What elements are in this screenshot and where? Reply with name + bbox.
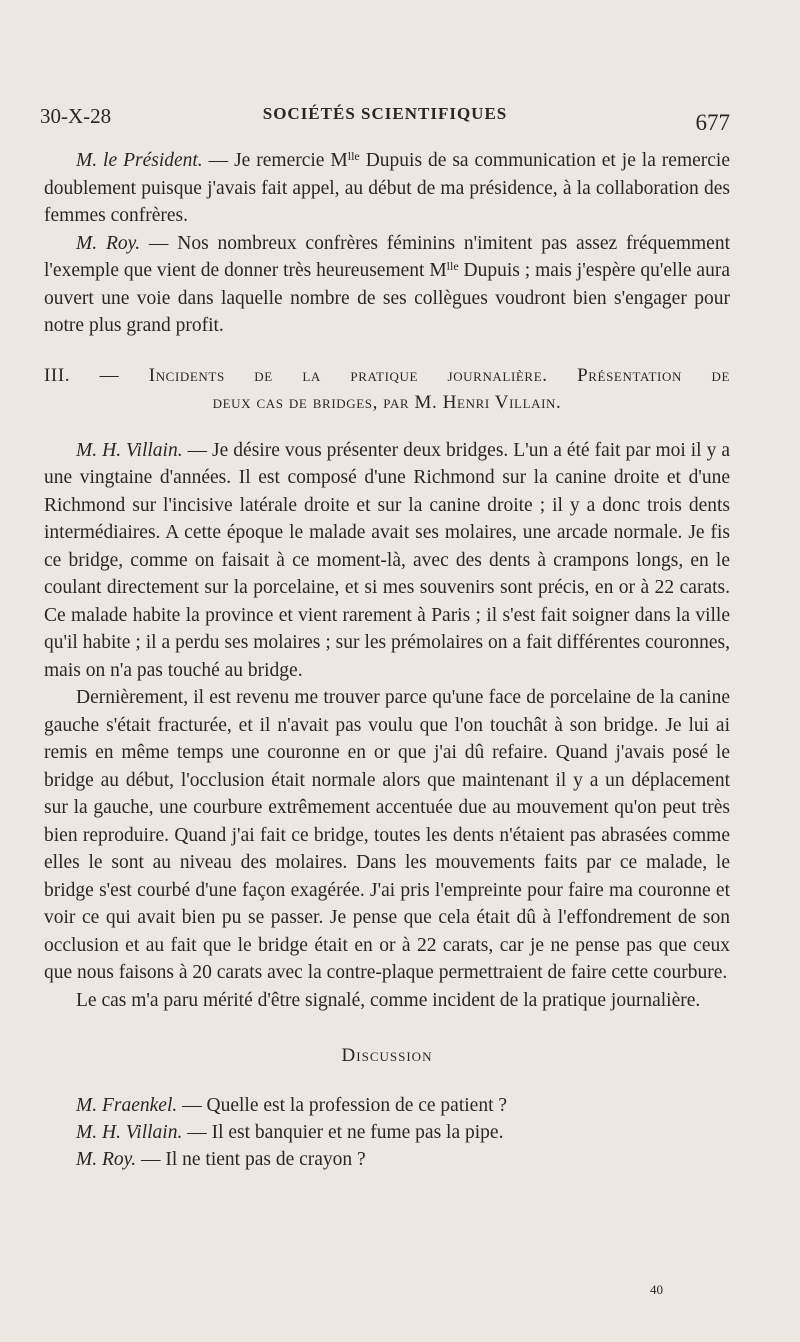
discussion-line [44, 1092, 730, 1119]
section-heading [44, 362, 730, 416]
header-title: SOCIÉTÉS SCIENTIFIQUES [262, 104, 508, 123]
running-header [40, 104, 730, 138]
speaker-name: M. H. Villain. [76, 1121, 183, 1143]
speaker-name: M. Fraenkel. [76, 1094, 178, 1116]
discussion-line [44, 1146, 730, 1173]
page-body [44, 147, 730, 1173]
page-number: 677 [695, 110, 730, 135]
discussion-text: — Il ne tient pas de crayon ? [136, 1148, 366, 1170]
paragraph-text: — Je désire vous présenter deux bridges. L'un a été fait par moi il y a une vingtaine d'années. Il est composé d'une Richmond sur la canine droite et d'une Richmond sur l'incisive latérale droite et sur la canine droite ; il y a donc trois dents intermédiaires. A cette époque le malade avait ses molaires, une arcade normale. Je fis ce bridge, comme on faisait à ce moment-là, avec des dents à crampons longs, en le coulant directement sur la porcelaine, et si mes souvenirs sont précis, en or à 22 carats. Ce malade habite la province et vient rarement à Paris ; il s'est fait soigner dans la ville qu'il habite ; il a perdu ses molaires ; sur les prémolaires on a fait différentes couronnes, mais on n'a pas touché au bridge. [44, 439, 730, 681]
discussion-text: — Quelle est la profession de ce patient ? [177, 1094, 508, 1116]
discussion-text: — Il est banquier et ne fume pas la pipe. [182, 1121, 504, 1143]
paragraph-roy [44, 230, 730, 340]
speaker-name: M. Roy. [76, 232, 141, 254]
paragraph-villain-3: Le cas m'a paru mérité d'être signalé, comme incident de la pratique journalière. [76, 989, 701, 1011]
paragraph-text: — Nos nombreux confrères féminins n'imitent pas assez fréquemment l'exemple que vient de donner très heureusement M [44, 232, 730, 281]
section-heading-line1: III. — Incidents de la pratique journalière. Présentation de [44, 364, 730, 386]
header-date: 30-X-28 [40, 104, 112, 128]
paragraph-villain-1 [44, 437, 730, 685]
speaker-name: M. H. Villain. [76, 439, 183, 461]
discussion-line [44, 1119, 730, 1146]
discussion-heading: Discussion [341, 1045, 433, 1066]
superscript: lle [446, 259, 459, 273]
discussion-exchange [44, 1092, 730, 1173]
speaker-name: M. le Président. [76, 150, 203, 171]
paragraph-text: — Je remercie M [202, 150, 348, 171]
paragraph-text: Dupuis ; mais j'espère qu'elle aura ouvert une voie dans laquelle nombre de ses collègues voudront bien s'engager pour notre plus grand profit. [44, 260, 730, 336]
section-heading-line2: deux cas de bridges, par M. Henri Villain. [212, 391, 562, 413]
speaker-name: M. Roy. [76, 1148, 137, 1170]
paragraph-villain-2: Dernièrement, il est revenu me trouver parce qu'une face de porcelaine de la canine gauche s'était fracturée, et il n'avait pas voulu que l'on touchât à son bridge. Je lui ai remis en même temps une couronne en or que j'ai dû refaire. Quand j'avais posé le bridge au début, l'occlusion était normale alors que maintenant il y a un déplacement sur la gauche, une courbure extrêmement accentuée due au mouvement qu'on peut très bien reproduire. Quand j'ai fait ce bridge, toutes les dents n'étaient pas abrasées comme elles le sont au niveau des molaires. Dans les mouvements faits par ce malade, le bridge s'est courbé d'une façon exagérée. J'ai pris l'empreinte pour faire ma couronne et voir ce qui avait bien pu se passer. Je pense que cela était dû à l'effondrement de son occlusion et au fait que le bridge était en or à 22 carats, car je ne pense pas que ceux que nous faisons à 20 carats avec la contre-plaque permettraient de faire cette courbure. [44, 687, 730, 983]
paragraph-text: Dupuis de sa communication et je la remercie doublement puisque j'avais fait appel, au début de ma présidence, à la collaboration des femmes confrères. [44, 150, 730, 226]
paragraph-president [44, 147, 730, 230]
signature-folio: 40 [650, 1282, 663, 1297]
superscript: lle [347, 149, 360, 163]
